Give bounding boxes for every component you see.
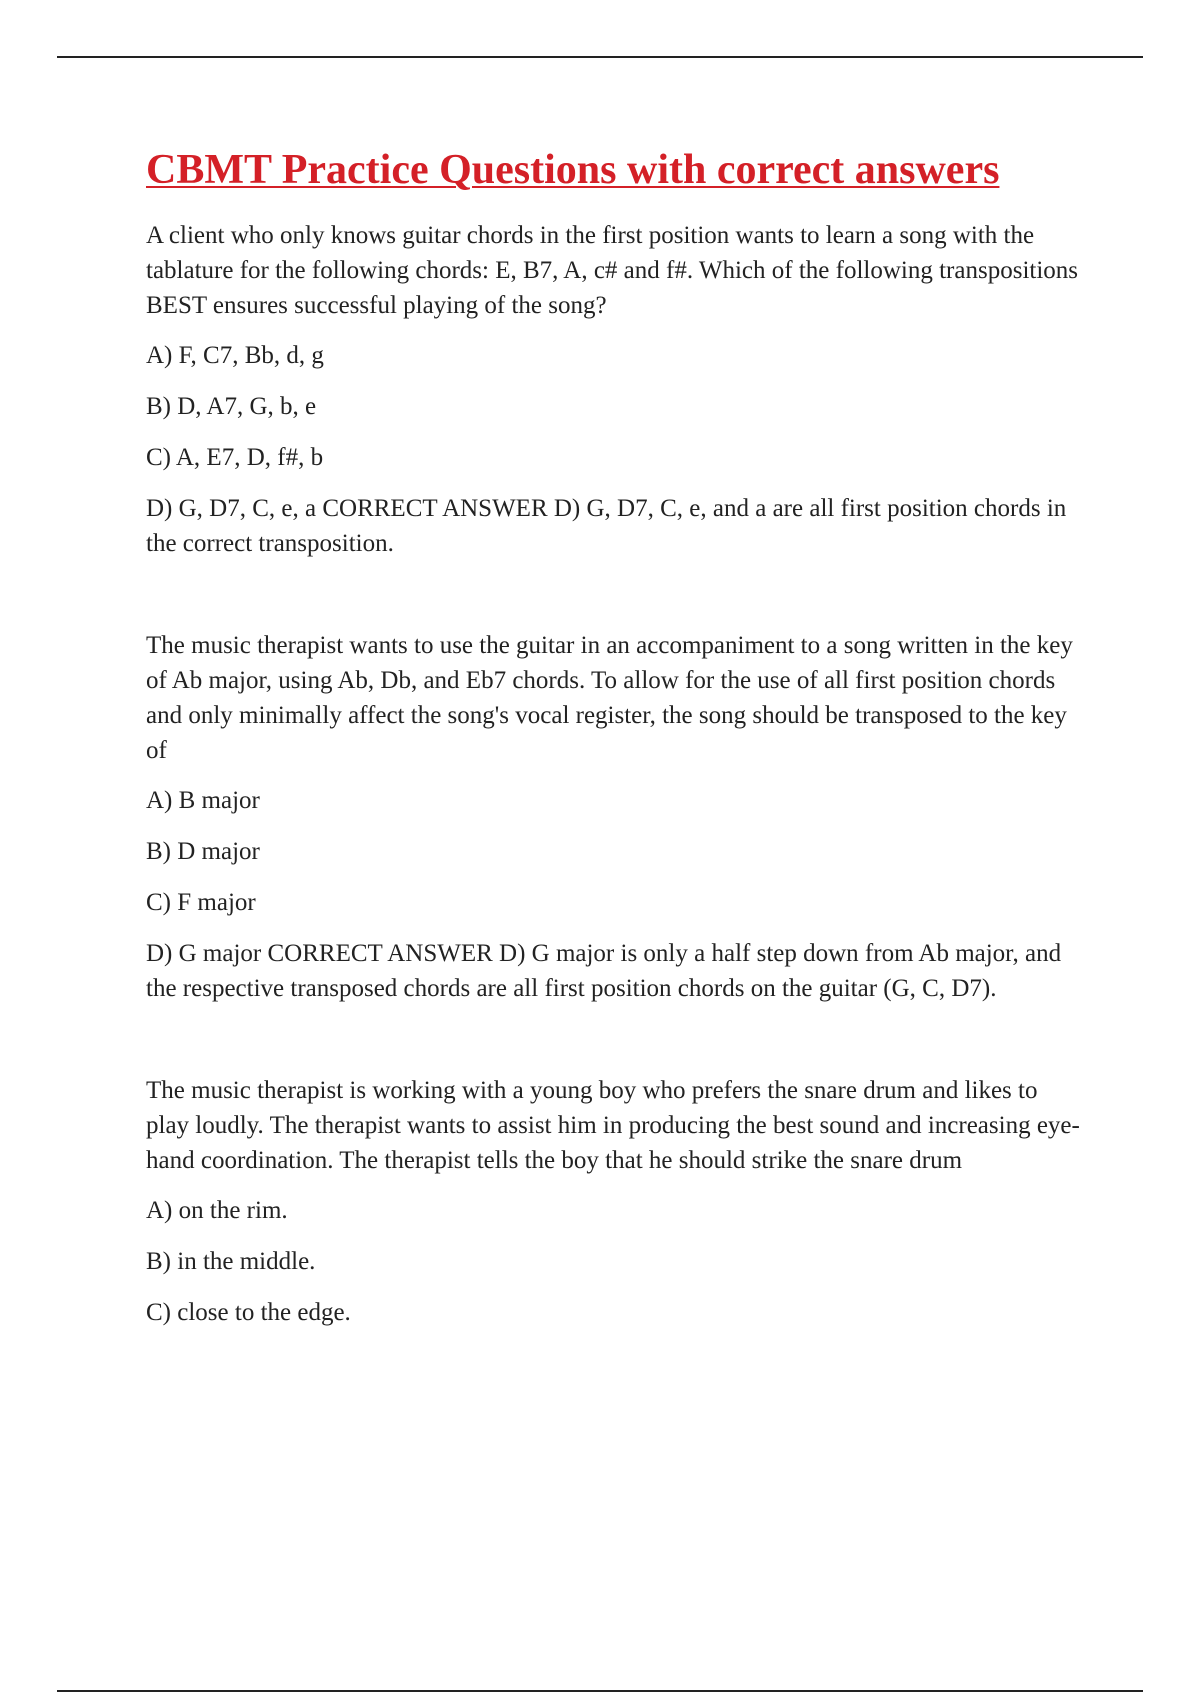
question-stem: The music therapist is working with a young boy who prefers the snare drum and likes to play loudly. The therapist wants to assist him in producing the best sound and increasing eye-hand coordination. The therapist tells the boy that he should strike the snare drum	[146, 1077, 1080, 1175]
answer-option-b: B) D major	[146, 838, 260, 866]
answer-option-c: C) F major	[146, 889, 256, 917]
answer-option-d: D) G major CORRECT ANSWER D) G major is only a half step down from Ab major, and the respective transposed chords are all first position chords on the guitar (G, C, D7).	[146, 940, 1062, 1003]
question-3	[146, 1073, 1086, 1330]
question-stem: The music therapist wants to use the guitar in an accompaniment to a song written in the key of Ab major, using Ab, Db, and Eb7 chords. To allow for the use of all first position chords and only minimally affect the song's vocal register, the song should be transposed to the key of	[146, 632, 1073, 765]
answer-option-b: B) in the middle.	[146, 1248, 316, 1276]
bottom-rule	[57, 1690, 1143, 1692]
document-page	[146, 145, 1086, 1330]
answer-option-a: A) B major	[146, 787, 260, 815]
answer-option-c: C) close to the edge.	[146, 1299, 351, 1327]
question-stem: A client who only knows guitar chords in the first position wants to learn a song with the tablature for the following chords: E, B7, A, c# and f#. Which of the following transpositions BEST ensures successful playing of the song?	[146, 222, 1079, 320]
document-title: CBMT Practice Questions with correct answers	[146, 147, 1000, 193]
answer-option-d: D) G, D7, C, e, a CORRECT ANSWER D) G, D7, C, e, and a are all first position chords in the correct transposition.	[146, 495, 1067, 558]
answer-option-a: A) F, C7, Bb, d, g	[146, 342, 324, 370]
answer-option-b: B) D, A7, G, b, e	[146, 393, 317, 421]
answer-option-c: C) A, E7, D, f#, b	[146, 444, 324, 472]
answer-option-a: A) on the rim.	[146, 1197, 288, 1225]
question-1	[146, 218, 1086, 561]
question-2	[146, 628, 1086, 1006]
top-rule	[57, 56, 1143, 58]
